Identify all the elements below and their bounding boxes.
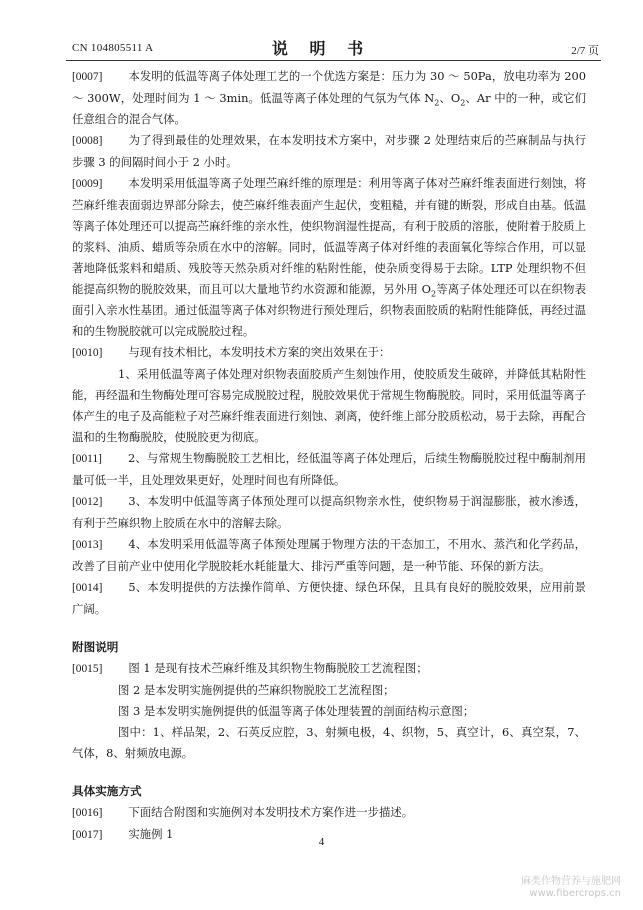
paragraph-number: [0017] bbox=[72, 829, 103, 841]
paragraph-text: 本发明的低温等离子体处理工艺的一个优选方案是：压力为 30 ～ 50Pa，放电功率为 200 ～ 300W，处理时间为 1 ～ 3min。低温等离子体处理的气氛为气体 N bbox=[72, 69, 586, 105]
figure-caption: 图 3 是本发明实施例提供的低温等离子体处理装置的剖面结构示意图； bbox=[118, 704, 475, 718]
paragraph-number: [0007] bbox=[72, 71, 103, 83]
section-title-embodiment: 具体实施方式 bbox=[72, 784, 142, 798]
paragraph-text: 4、本发明采用低温等离子体预处理属于物理方法的干态加工，不用水、蒸汽和化学药品，改善了目前产业中使用化学脱胶耗水耗能量大、排污严重等问题，是一种节能、环保的新方法。 bbox=[72, 537, 586, 573]
header-divider bbox=[66, 60, 601, 61]
paragraph-number: [0014] bbox=[72, 582, 103, 594]
patent-number: CN 104805511 A bbox=[72, 42, 154, 54]
paragraph-text: 3、本发明中低温等离子体预处理可以提高织物亲水性，使织物易于润湿膨胀，被水渗透，有利于苎麻织物上胶质在水中的溶解去除。 bbox=[72, 494, 586, 530]
paragraph-number: [0010] bbox=[72, 347, 103, 359]
paragraph-0015 bbox=[72, 658, 586, 680]
paragraph-number: [0009] bbox=[72, 178, 103, 190]
document-body bbox=[72, 66, 586, 846]
figure-line-3 bbox=[72, 701, 586, 722]
paragraph-0014 bbox=[72, 577, 586, 620]
paragraph-0011 bbox=[72, 448, 586, 491]
figure-caption: 图 1 是现有技术苎麻纤维及其织物生物酶脱胶工艺流程图； bbox=[128, 661, 428, 675]
paragraph-0009 bbox=[72, 173, 586, 342]
paragraph-number: [0008] bbox=[72, 135, 103, 147]
paragraph-number: [0011] bbox=[72, 453, 102, 465]
paragraph-text: 本发明采用低温等离子处理苎麻纤维的原理是：利用等离子体对苎麻纤维表面进行刻蚀，将苎麻纤维表面弱边界部分除去，使苎麻纤维表面产生起伏，变粗糙，并有键的断裂，形成自由基。低温等离子体处理还可以提高苎麻纤维的亲水性，使织物润湿性提高，有利于胶质的溶胀，使附着于胶质上的浆料、油质、蜡质等杂质在水中的溶解。同时，低温等离子体对纤维的表面氧化等综合作用，可以显著地降低浆料和蜡质、残胶等天然杂质对纤维的粘附性能，使杂质变得易于去除。LTP 处理织物不但能提高织物的脱胶效果，而且可以大量地节约水资源和能源，另外用 O bbox=[72, 176, 586, 296]
paragraph-text: 实施例 1 bbox=[128, 827, 174, 841]
paragraph-text: 下面结合附图和实施例对本发明技术方案作进一步描述。 bbox=[128, 805, 414, 819]
paragraph-number: [0016] bbox=[72, 807, 103, 819]
figure-legend bbox=[72, 722, 586, 764]
paragraph-text: 等离子体处理还可以在织物表面引入亲水性基团。通过低温等离子体对织物进行预处理后，织物表面胶质的粘附性能降低，再经过温和的生物脱胶就可以完成脱胶过程。 bbox=[72, 282, 586, 338]
document-title: 说 明 书 bbox=[271, 39, 372, 58]
subscript: 2 bbox=[431, 289, 437, 299]
section-title-figures: 附图说明 bbox=[72, 640, 119, 654]
paragraph-number: [0012] bbox=[72, 496, 103, 508]
page-number: 4 bbox=[318, 836, 325, 848]
paragraph-text: 为了得到最佳的处理效果，在本发明技术方案中，对步骤 2 处理结束后的苎麻制品与执行步骤 3 的间隔时间小于 2 小时。 bbox=[72, 133, 586, 169]
paragraph-text: 、O bbox=[439, 91, 461, 105]
paragraph-text: 与现有技术相比，本发明技术方案的突出效果在于： bbox=[128, 345, 391, 359]
paragraph-0010 bbox=[72, 342, 586, 364]
figure-line-2 bbox=[72, 680, 586, 701]
paragraph-0007 bbox=[72, 66, 586, 130]
subscript: 2 bbox=[434, 98, 440, 108]
paragraph-0008 bbox=[72, 130, 586, 173]
paragraph-number: [0015] bbox=[72, 663, 103, 675]
paragraph-0016 bbox=[72, 802, 586, 824]
site-watermark bbox=[521, 876, 621, 900]
paragraph-text: 1、采用低温等离子体处理对织物表面胶质产生刻蚀作用，使胶质发生破碎，并降低其粘附性能，再经温和生物酶处理可容易完成脱胶过程，脱胶效果优于常规生物酶脱胶。同时，采用低温等离子体产生的电子及高能粒子对苎麻纤维表面进行刻蚀、剥离，使纤维上部分胶质松动，易于去除，再配合温和的生物酶脱胶，使脱胶更为彻底。 bbox=[72, 367, 586, 444]
paragraph-0012 bbox=[72, 491, 586, 534]
paragraph-text: 2、与常规生物酶脱胶工艺相比，经低温等离子体处理后，后续生物酶脱胶过程中酶制剂用量可低一半，且处理效果更好，处理时间也有所降低。 bbox=[72, 451, 586, 487]
paragraph-text: 、Ar 中的一种，或它们任意组合的混合气体。 bbox=[72, 91, 587, 126]
paragraph-effect-1 bbox=[72, 364, 586, 448]
legend-text: 图中：1、样品架，2、石英反应腔，3、射频电极，4、织物，5、真空计，6、真空泵，7、气体，8、射频放电源。 bbox=[72, 725, 586, 760]
figure-caption: 图 2 是本发明实施例提供的苎麻织物脱胶工艺流程图； bbox=[118, 683, 395, 697]
paragraph-text: 5、本发明提供的方法操作简单、方便快捷、绿色环保，且具有良好的脱胶效果，应用前景广阔。 bbox=[72, 580, 586, 616]
subscript: 2 bbox=[460, 98, 466, 108]
paragraph-number: [0013] bbox=[72, 539, 103, 551]
page-count: 2/7 页 bbox=[571, 45, 599, 57]
paragraph-0013 bbox=[72, 534, 586, 577]
watermark-line-1: 麻类作物营养与施肥网 bbox=[521, 876, 621, 887]
watermark-line-2: www.fibercrops.cn bbox=[529, 888, 621, 899]
